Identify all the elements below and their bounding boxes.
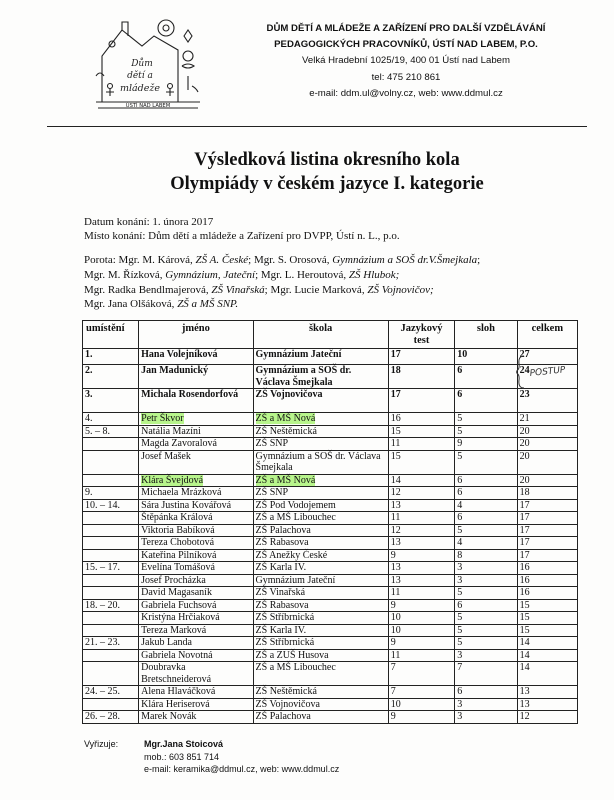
school-cell: ZŠ Anežky České xyxy=(253,549,388,562)
table-row xyxy=(83,649,578,662)
jury-school: ZŠ Hlubok; xyxy=(348,269,400,281)
total-cell: 20 xyxy=(517,425,577,438)
school-cell xyxy=(253,474,388,487)
place-cell: 3. xyxy=(83,389,139,413)
total-cell: 16 xyxy=(517,562,577,575)
jury-line-2 xyxy=(84,268,399,282)
name-cell: Jakub Landa xyxy=(139,637,253,650)
school-cell: ZŠ Stříbrnická xyxy=(253,637,388,650)
place-cell: 1. xyxy=(83,349,139,365)
name-cell: Michaela Mrázková xyxy=(139,487,253,500)
school-cell: ZŠ Vojnovičova xyxy=(253,389,388,413)
table-row xyxy=(83,562,578,575)
postup-text: POSTUP xyxy=(529,365,566,379)
title-line1: Výsledková listina okresního kola xyxy=(194,150,460,170)
test-cell: 12 xyxy=(388,524,455,537)
test-cell: 9 xyxy=(388,637,455,650)
place-cell xyxy=(83,612,139,625)
table-row xyxy=(83,549,578,562)
name-cell: Klára Heriserová xyxy=(139,698,253,711)
total-cell: 14 xyxy=(517,649,577,662)
place-cell xyxy=(83,698,139,711)
essay-cell: 8 xyxy=(455,549,517,562)
essay-cell: 5 xyxy=(455,612,517,625)
test-cell: 15 xyxy=(388,425,455,438)
name-cell: Michala Rosendorfová xyxy=(139,389,253,413)
place-cell xyxy=(83,624,139,637)
footer-mobile: mob.: 603 851 714 xyxy=(144,751,220,762)
essay-cell: 6 xyxy=(455,474,517,487)
name-cell: Natália Mazíni xyxy=(139,425,253,438)
test-cell: 9 xyxy=(388,549,455,562)
essay-cell: 9 xyxy=(455,438,517,451)
ddm-logo xyxy=(92,16,204,112)
table-row xyxy=(83,349,578,365)
table-row xyxy=(83,637,578,650)
total-cell: 20 xyxy=(517,474,577,487)
logo-text-1: Dům xyxy=(131,59,153,69)
school-cell: ZŠ SNP xyxy=(253,438,388,451)
essay-cell: 10 xyxy=(455,349,517,365)
essay-cell: 6 xyxy=(455,365,517,389)
jury-text: ; xyxy=(477,254,481,266)
highlight-mark: Petr Škvor xyxy=(141,413,184,424)
test-cell: 9 xyxy=(388,711,455,724)
jury-school: ZŠ A. České xyxy=(195,254,249,266)
essay-cell: 3 xyxy=(455,649,517,662)
place-cell: 24. – 25. xyxy=(83,686,139,699)
place-cell xyxy=(83,438,139,451)
place-cell: 10. – 14. xyxy=(83,499,139,512)
school-cell: ZŠ Stříbrnická xyxy=(253,612,388,625)
place-cell xyxy=(83,537,139,550)
name-cell: Štěpánka Králová xyxy=(139,512,253,525)
place-cell: 18. – 20. xyxy=(83,599,139,612)
test-cell: 16 xyxy=(388,413,455,426)
header-name: jméno xyxy=(139,321,253,349)
name-cell: Marek Novák xyxy=(139,711,253,724)
test-cell: 15 xyxy=(388,450,455,474)
school-cell: ZŠ SNP xyxy=(253,487,388,500)
school-cell: ZŠ Karla IV. xyxy=(253,624,388,637)
jury-school: Gymnázium, Jateční xyxy=(165,269,256,281)
total-cell: 20 xyxy=(517,438,577,451)
table-row xyxy=(83,389,578,413)
table-row xyxy=(83,612,578,625)
test-cell: 9 xyxy=(388,599,455,612)
total-cell: 15 xyxy=(517,624,577,637)
total-cell: 14 xyxy=(517,637,577,650)
name-cell: Gabriela Novotná xyxy=(139,649,253,662)
org-tel: tel: 475 210 861 xyxy=(371,71,441,83)
name-cell: Kristýna Hrčiaková xyxy=(139,612,253,625)
test-cell: 17 xyxy=(388,349,455,365)
total-cell: 15 xyxy=(517,612,577,625)
bracket-icon xyxy=(516,354,606,390)
table-row xyxy=(83,537,578,550)
name-cell: Tereza Marková xyxy=(139,624,253,637)
test-cell: 13 xyxy=(388,499,455,512)
test-cell: 11 xyxy=(388,512,455,525)
total-cell: 17 xyxy=(517,524,577,537)
table-row xyxy=(83,365,578,389)
name-cell: Tereza Chobotová xyxy=(139,537,253,550)
school-cell: ZŠ a ZUŠ Husova xyxy=(253,649,388,662)
essay-cell: 5 xyxy=(455,624,517,637)
name-cell: Sára Justina Kovářová xyxy=(139,499,253,512)
place-cell: 2. xyxy=(83,365,139,389)
org-name-line1: DŮM DĚTÍ A MLÁDEŽE A ZAŘÍZENÍ PRO DALŠÍ VZDĚLÁVÁNÍ xyxy=(266,23,546,34)
essay-cell: 4 xyxy=(455,499,517,512)
school-cell: ZŠ a MŠ Libouchec xyxy=(253,662,388,686)
essay-cell: 5 xyxy=(455,524,517,537)
total-cell: 12 xyxy=(517,711,577,724)
table-row xyxy=(83,587,578,600)
place-cell xyxy=(83,474,139,487)
table-row xyxy=(83,425,578,438)
jury-school: ZŠ Vinařská xyxy=(211,284,265,296)
total-cell: 14 xyxy=(517,662,577,686)
logo-text-4: ÚSTÍ NAD LABEM xyxy=(125,103,171,109)
venue-line: Místo konání: Dům dětí a mládeže a Zařízení pro DVPP, Ústí n. L., p.o. xyxy=(84,230,400,242)
test-cell: 7 xyxy=(388,686,455,699)
total-cell: 13 xyxy=(517,686,577,699)
school-cell: ZŠ Rabasova xyxy=(253,537,388,550)
table-row xyxy=(83,599,578,612)
essay-cell: 5 xyxy=(455,587,517,600)
jury-line-3 xyxy=(84,283,434,297)
place-cell xyxy=(83,450,139,474)
school-cell: ZŠ Rabasova xyxy=(253,599,388,612)
logo-text-2: dětí a xyxy=(127,71,153,81)
name-cell: Doubravka Bretschneiderová xyxy=(139,662,253,686)
header-total: celkem xyxy=(517,321,577,349)
place-cell xyxy=(83,549,139,562)
school-cell: ZŠ Palachova xyxy=(253,711,388,724)
total-cell: 16 xyxy=(517,574,577,587)
school-cell: ZŠ a MŠ Libouchec xyxy=(253,512,388,525)
table-row xyxy=(83,512,578,525)
name-cell: Alena Hlaváčková xyxy=(139,686,253,699)
jury-text: Mgr. M. Řízková, xyxy=(84,269,166,281)
place-cell: 9. xyxy=(83,487,139,500)
school-cell: ZŠ Vojnovičova xyxy=(253,698,388,711)
test-cell: 12 xyxy=(388,487,455,500)
jury-text: ; Mgr. S. Orosová, xyxy=(248,254,333,266)
date-line: Datum konání: 1. února 2017 xyxy=(84,216,214,228)
jury-line-4 xyxy=(84,297,238,311)
name-cell: Viktoria Babíková xyxy=(139,524,253,537)
table-row xyxy=(83,499,578,512)
jury-line-1 xyxy=(84,253,480,267)
place-cell: 21. – 23. xyxy=(83,637,139,650)
highlight-mark: Klára Švejdová xyxy=(141,474,204,486)
name-cell: Josef Procházka xyxy=(139,574,253,587)
total-cell: 17 xyxy=(517,549,577,562)
place-cell xyxy=(83,524,139,537)
page-title xyxy=(20,148,614,196)
place-cell: 4. xyxy=(83,413,139,426)
test-cell: 11 xyxy=(388,438,455,451)
jury-school: ZŠ a MŠ SNP. xyxy=(177,298,239,310)
total-cell: 15 xyxy=(517,599,577,612)
essay-cell: 6 xyxy=(455,599,517,612)
essay-cell: 5 xyxy=(455,425,517,438)
essay-cell: 3 xyxy=(455,698,517,711)
table-row xyxy=(83,574,578,587)
school-cell: ZŠ Pod Vodojemem xyxy=(253,499,388,512)
table-row xyxy=(83,686,578,699)
school-cell: Gymnázium Jateční xyxy=(253,349,388,365)
school-cell: ZŠ Karla IV. xyxy=(253,562,388,575)
essay-cell: 6 xyxy=(455,389,517,413)
school-cell: Gymnázium a SOŠ dr. Václava Šmejkala xyxy=(253,365,388,389)
total-cell: 27 xyxy=(517,349,577,365)
jury-text: Mgr. Jana Olšáková, xyxy=(84,298,178,310)
name-cell xyxy=(139,413,253,426)
header-place: umístění xyxy=(83,321,139,349)
house-logo-icon xyxy=(92,16,204,112)
school-cell: ZŠ Palachova xyxy=(253,524,388,537)
footer-email: e-mail: keramika@ddmul.cz, web: www.ddmul.cz xyxy=(144,764,340,774)
header-test: Jazykový test xyxy=(388,321,455,349)
essay-cell: 3 xyxy=(455,562,517,575)
title-line2: Olympiády v českém jazyce I. kategorie xyxy=(170,174,484,194)
highlight-mark: ZŠ a MŠ Nová xyxy=(255,474,316,486)
place-cell xyxy=(83,574,139,587)
jury-school: ZŠ Vojnovičov; xyxy=(367,284,434,296)
name-cell: Gabriela Fuchsová xyxy=(139,599,253,612)
organization-header xyxy=(206,21,606,102)
table-header-row xyxy=(83,321,578,349)
total-cell: 23 xyxy=(517,389,577,413)
test-cell: 10 xyxy=(388,612,455,625)
essay-cell: 7 xyxy=(455,662,517,686)
total-cell: 16 xyxy=(517,587,577,600)
test-cell: 11 xyxy=(388,649,455,662)
place-cell xyxy=(83,512,139,525)
total-cell: 17 xyxy=(517,537,577,550)
table-row xyxy=(83,450,578,474)
test-cell: 10 xyxy=(388,698,455,711)
jury-text: Porota: Mgr. M. Kárová, xyxy=(84,254,196,266)
table-row xyxy=(83,438,578,451)
total-cell: 13 xyxy=(517,698,577,711)
test-cell: 10 xyxy=(388,624,455,637)
jury-text: ; Mgr. L. Heroutová, xyxy=(255,269,349,281)
total-cell: 21 xyxy=(517,413,577,426)
school-cell: ZŠ Neštěmická xyxy=(253,686,388,699)
highlight-mark: ZŠ a MŠ Nová xyxy=(255,413,316,424)
jury-school: Gymnázium a SOŠ dr.V.Šmejkala xyxy=(332,254,478,266)
test-cell: 7 xyxy=(388,662,455,686)
school-cell xyxy=(253,413,388,426)
footer-name: Mgr.Jana Stoicová xyxy=(144,739,224,749)
name-cell: Jan Madunický xyxy=(139,365,253,389)
name-cell: Magda Zavoralová xyxy=(139,438,253,451)
name-cell: Kateřina Pilníková xyxy=(139,549,253,562)
org-name-line2: PEDAGOGICKÝCH PRACOVNÍKŮ, ÚSTÍ NAD LABEM, P.O. xyxy=(274,39,538,51)
test-cell: 14 xyxy=(388,474,455,487)
place-cell xyxy=(83,649,139,662)
essay-cell: 5 xyxy=(455,413,517,426)
footer-label: Vyřizuje: xyxy=(84,739,119,749)
school-cell: Gymnázium Jateční xyxy=(253,574,388,587)
name-cell: Josef Mašek xyxy=(139,450,253,474)
org-address: Velká Hradební 1025/19, 400 01 Ústí nad Labem xyxy=(301,55,510,67)
table-row xyxy=(83,487,578,500)
essay-cell: 6 xyxy=(455,487,517,500)
essay-cell: 3 xyxy=(455,711,517,724)
test-cell: 18 xyxy=(388,365,455,389)
table-row xyxy=(83,662,578,686)
total-cell: 17 xyxy=(517,499,577,512)
essay-cell: 5 xyxy=(455,450,517,474)
total-cell: 20 xyxy=(517,450,577,474)
place-cell xyxy=(83,587,139,600)
table-row xyxy=(83,698,578,711)
essay-cell: 3 xyxy=(455,574,517,587)
essay-cell: 4 xyxy=(455,537,517,550)
org-email: e-mail: ddm.ul@volny.cz, web: www.ddmul.cz xyxy=(309,87,503,99)
name-cell: Hana Volejníková xyxy=(139,349,253,365)
total-cell: 17 xyxy=(517,512,577,525)
total-cell: 18 xyxy=(517,487,577,500)
header-essay: sloh xyxy=(455,321,517,349)
test-cell: 13 xyxy=(388,574,455,587)
place-cell: 26. – 28. xyxy=(83,711,139,724)
school-cell: Gymnázium a SOŠ dr. Václava Šmejkala xyxy=(253,450,388,474)
school-cell: ZŠ Vinařská xyxy=(253,587,388,600)
table-row xyxy=(83,474,578,487)
place-cell xyxy=(83,662,139,686)
school-cell: ZŠ Neštěmická xyxy=(253,425,388,438)
table-row xyxy=(83,624,578,637)
essay-cell: 5 xyxy=(455,637,517,650)
table-row xyxy=(83,711,578,724)
logo-text-3: mládeže xyxy=(119,83,161,94)
name-cell xyxy=(139,474,253,487)
test-cell: 17 xyxy=(388,389,455,413)
place-cell: 5. – 8. xyxy=(83,425,139,438)
jury-text: ; Mgr. Lucie Marková, xyxy=(264,284,368,296)
jury-text: Mgr. Radka Bendlmajerová, xyxy=(84,284,212,296)
name-cell: Evelína Tomášová xyxy=(139,562,253,575)
essay-cell: 6 xyxy=(455,512,517,525)
name-cell: David Magasaník xyxy=(139,587,253,600)
test-cell: 13 xyxy=(388,537,455,550)
table-row xyxy=(83,524,578,537)
test-cell: 13 xyxy=(388,562,455,575)
header-school: škola xyxy=(253,321,388,349)
table-row xyxy=(83,413,578,426)
header-divider xyxy=(47,126,587,127)
total-cell: 24 xyxy=(517,365,577,389)
test-cell: 11 xyxy=(388,587,455,600)
results-table xyxy=(82,320,578,724)
handwritten-postup-note xyxy=(516,354,606,390)
essay-cell: 6 xyxy=(455,686,517,699)
place-cell: 15. – 17. xyxy=(83,562,139,575)
